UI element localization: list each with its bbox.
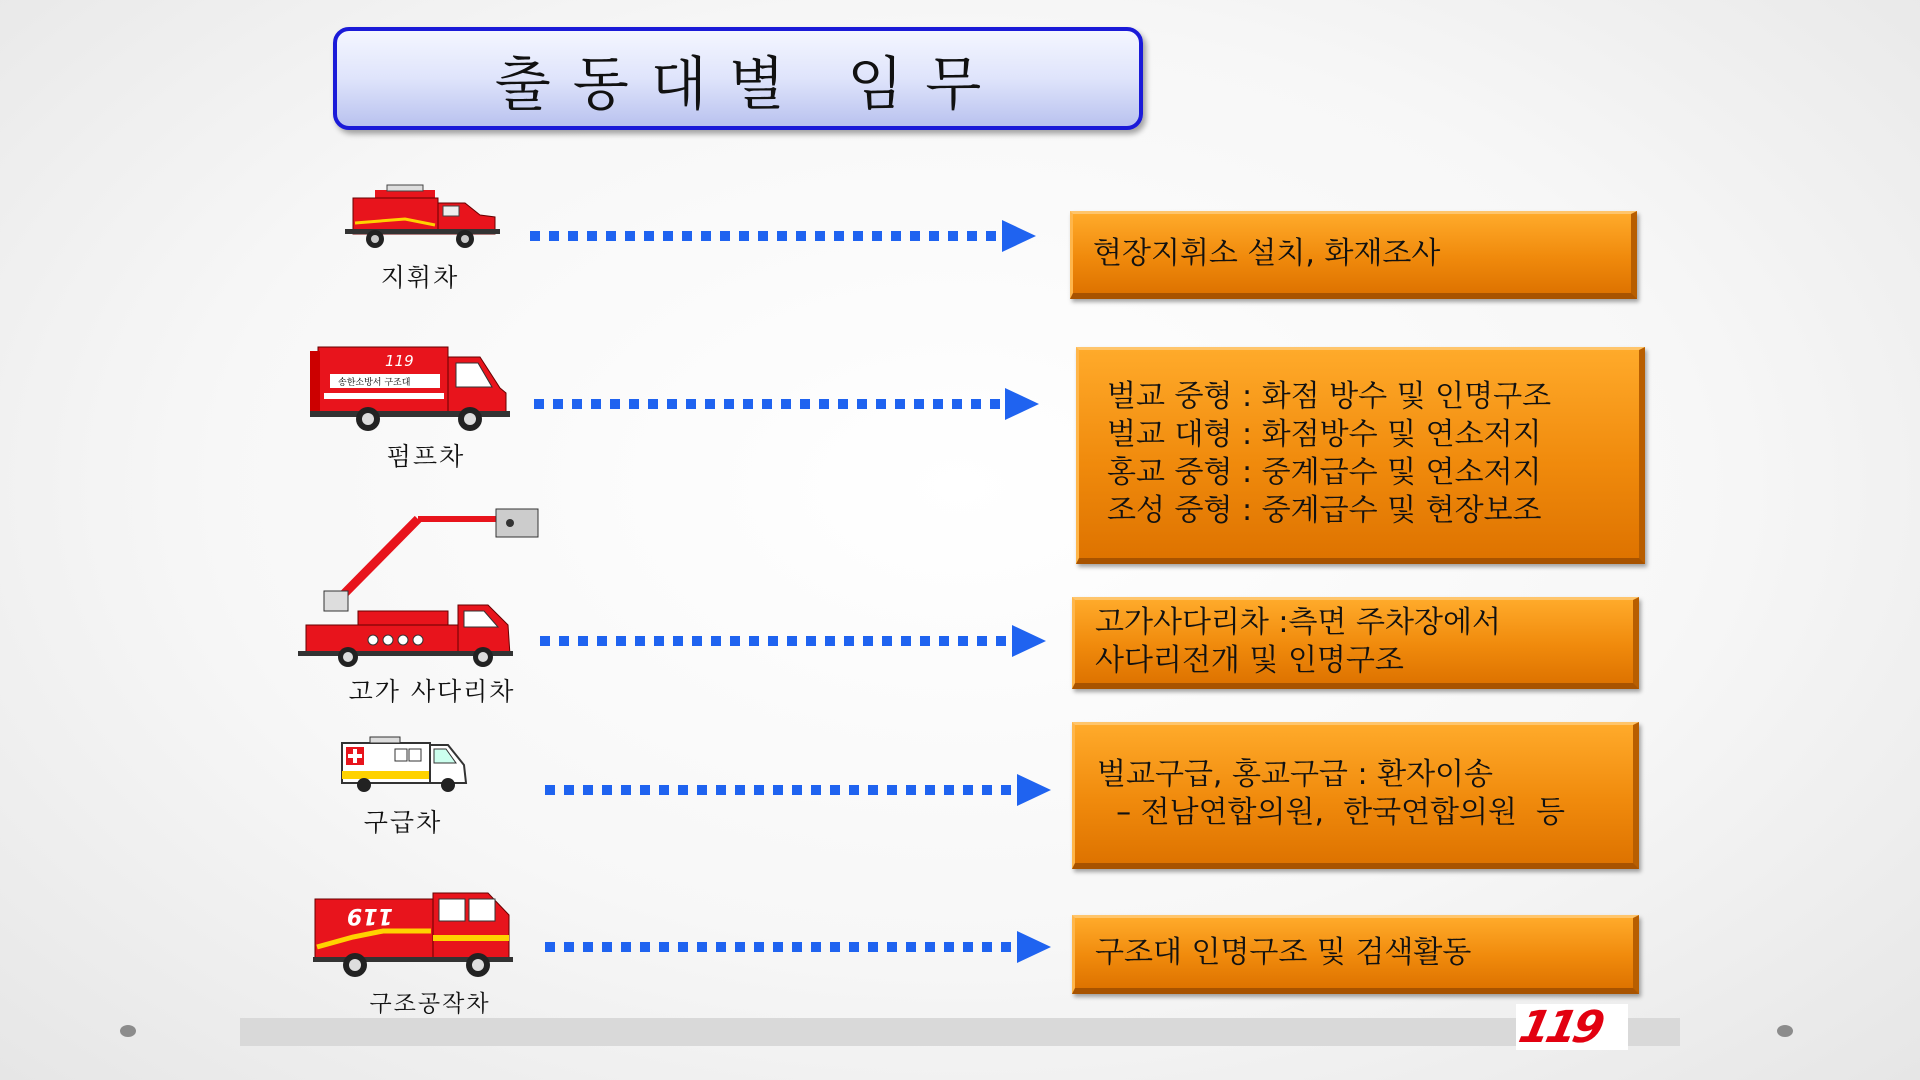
- vehicle-label-pump-truck: 펌프차: [386, 442, 466, 471]
- task-line: 벌교 중형 : 화점 방수 및 인명구조: [1107, 379, 1552, 414]
- task-line: 홍교 중형 : 중계급수 및 연소저지: [1107, 455, 1542, 490]
- right-dot: [1777, 1025, 1793, 1037]
- task-line: 고가사다리차 :측면 주차장에서: [1095, 604, 1501, 640]
- logo-text: 119: [1514, 1002, 1606, 1053]
- task-box-command-car: [1070, 211, 1637, 299]
- task-box-ladder-truck: [1072, 597, 1639, 689]
- ladder-truck-icon: [298, 507, 543, 667]
- task-box-ambulance: [1072, 722, 1639, 869]
- arrow-rescue-truck: [545, 931, 1051, 963]
- task-line: – 전남연합의원, 한국연합의원 등: [1097, 795, 1566, 830]
- pump-truck-number: 119: [385, 352, 414, 370]
- arrow-pump-truck: [534, 388, 1039, 420]
- arrow-ambulance: [545, 774, 1051, 806]
- task-box-pump-truck: [1076, 347, 1645, 564]
- vehicle-label-rescue-truck: 구조공작차: [369, 991, 491, 1017]
- arrow-command-car: [530, 220, 1036, 252]
- left-dot: [120, 1025, 136, 1037]
- vehicle-label-command-car: 지휘차: [380, 263, 460, 292]
- arrow-ladder-truck: [540, 625, 1046, 657]
- rescue-truck-icon: [313, 885, 513, 980]
- pump-truck-decal: 송한소방서 구조대: [338, 378, 411, 388]
- task-line: 구조대 인명구조 및 검색활동: [1095, 935, 1472, 970]
- task-line: 벌교구급, 홍교구급 : 환자이송: [1097, 757, 1494, 792]
- task-box-rescue-truck: [1072, 915, 1639, 994]
- pump-truck-icon: [310, 343, 510, 433]
- footer-bar: [240, 1018, 1680, 1046]
- task-line: 현장지휘소 설치, 화재조사: [1093, 235, 1441, 271]
- task-line: 사다리전개 및 인명구조: [1095, 642, 1404, 678]
- 119-logo: [1514, 1002, 1628, 1053]
- vehicle-label-ladder-truck: 고가 사다리차: [348, 677, 516, 706]
- rescue-truck-number: 119: [347, 903, 393, 928]
- vehicle-label-ambulance: 구급차: [363, 808, 443, 837]
- task-line: 벌교 대형 : 화점방수 및 연소저지: [1107, 417, 1542, 452]
- page-title: 출동대별 임무: [494, 49, 1004, 118]
- ambulance-icon: [340, 733, 470, 795]
- task-line: 조성 중형 : 중계급수 및 현장보조: [1107, 493, 1542, 528]
- title-box: [333, 27, 1143, 130]
- command-car-icon: [345, 185, 500, 250]
